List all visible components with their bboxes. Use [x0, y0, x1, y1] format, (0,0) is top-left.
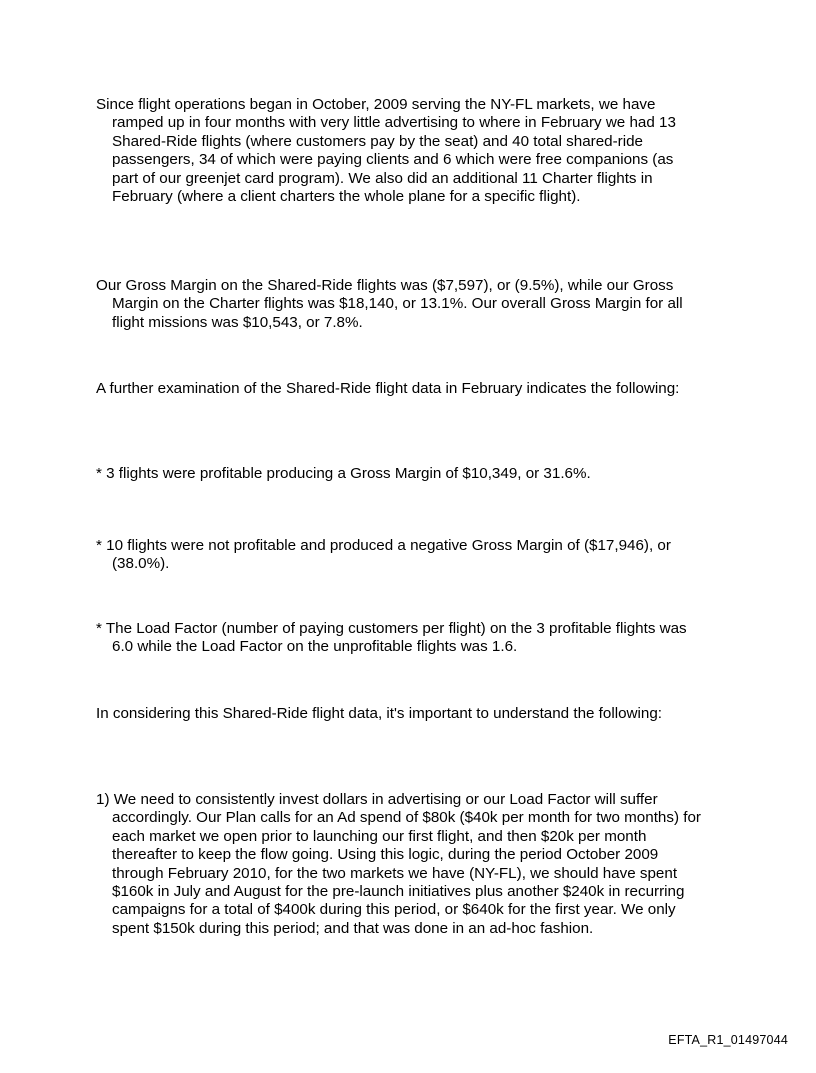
- bullet-profitable-flights: * 3 flights were profitable producing a Gross Margin of $10,349, or 31.6%.: [96, 465, 591, 482]
- paragraph-gross-margin: Our Gross Margin on the Shared-Ride flights was ($7,597), or (9.5%), while our Gross Margin on the Charter flights was $18,140, or 13.1%. Our overall Gross Margin for all flight missions was $10,543, or 7.8%.: [96, 277, 683, 331]
- paragraph-further-examination: A further examination of the Shared-Ride flight data in February indicates the following:: [96, 380, 680, 397]
- numbered-item-advertising: 1) We need to consistently invest dollars in advertising or our Load Factor will suffer accordingly. Our Plan calls for an Ad spend of $80k ($40k per month for two months) for each market we open prior to launching our first flight, and then $20k per month thereafter to keep the flow going. Using this logic, during the period October 2009 through February 2010, for the two markets we have (NY-FL), we should have spent $160k in July and August for the pre-launch initiatives plus another $240k in recurring campaigns for a total of $400k during this period, or $640k for the first year. We only spent $150k during this period; and that was done in an ad-hoc fashion.: [96, 791, 701, 937]
- paragraph-flight-operations: Since flight operations began in October, 2009 serving the NY-FL markets, we have ramped up in four months with very little advertising to where in February we had 13 Shared-Ride flights (where customers pay by the seat) and 40 total shared-ride passengers, 34 of which were paying clients and 6 which were free companions (as part of our greenjet card program). We also did an additional 11 Charter flights in February (where a client charters the whole plane for a specific flight).: [96, 96, 676, 206]
- bullet-unprofitable-flights: * 10 flights were not profitable and produced a negative Gross Margin of ($17,946), or (38.0%).: [96, 537, 671, 573]
- document-footer-id: EFTA_R1_01497044: [668, 1033, 788, 1047]
- bullet-load-factor: * The Load Factor (number of paying customers per flight) on the 3 profitable flights was 6.0 while the Load Factor on the unprofitable flights was 1.6.: [96, 620, 687, 656]
- paragraph-considering-data: In considering this Shared-Ride flight data, it's important to understand the following:: [96, 705, 663, 722]
